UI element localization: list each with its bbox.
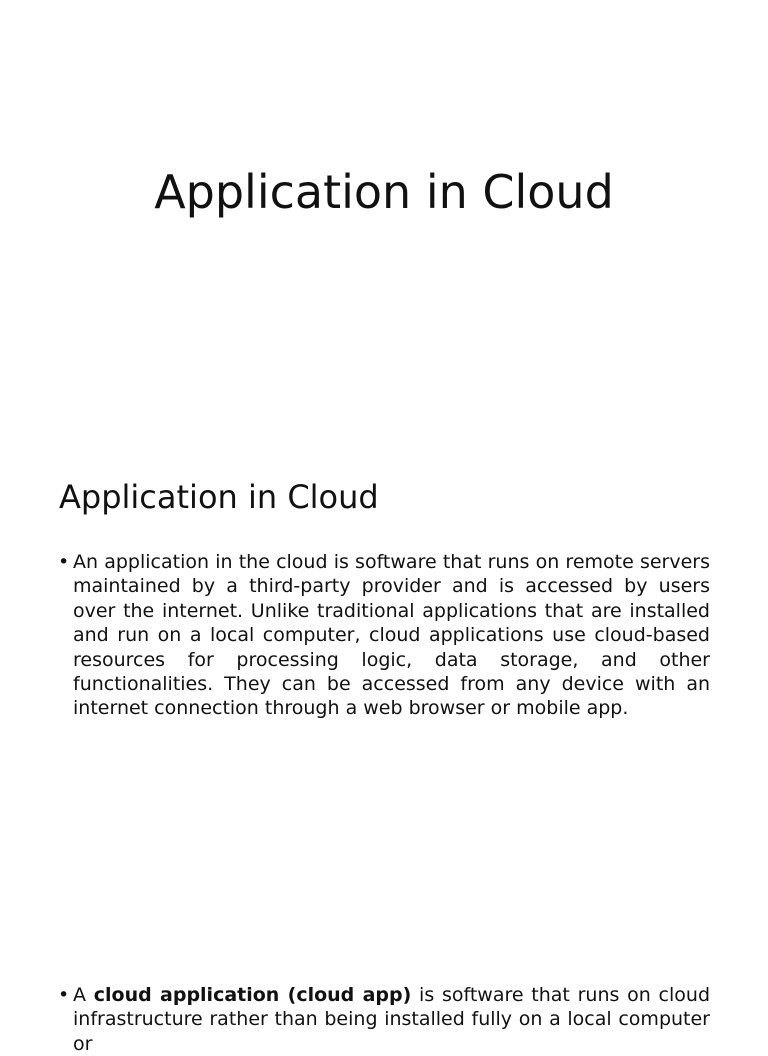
- bullet-dot: •: [58, 551, 70, 573]
- bullet-text-prefix: A: [73, 984, 94, 1006]
- bullet-dot: •: [58, 984, 70, 1006]
- section-heading: Application in Cloud: [59, 478, 379, 516]
- bullet-term: cloud application (cloud app): [93, 984, 412, 1006]
- bullet-item: [58, 983, 710, 1056]
- bullet-item: [58, 550, 710, 721]
- slide-title: Application in Cloud: [154, 165, 614, 219]
- bullet-text: An application in the cloud is software that runs on remote servers maintained by a third-party provider and is accessed by users over the internet. Unlike traditional applications that are installed and run on a local computer, cloud applications use cloud-based resources for processing logic, data storage, and other functionalities. They can be accessed from any device with an internet connection through a web browser or mobile app.: [73, 551, 710, 720]
- bullet-text-suffix: is software that runs on cloud infrastructure rather than being installed fully on a local computer or: [73, 984, 711, 1055]
- bullet-text: [73, 983, 710, 1056]
